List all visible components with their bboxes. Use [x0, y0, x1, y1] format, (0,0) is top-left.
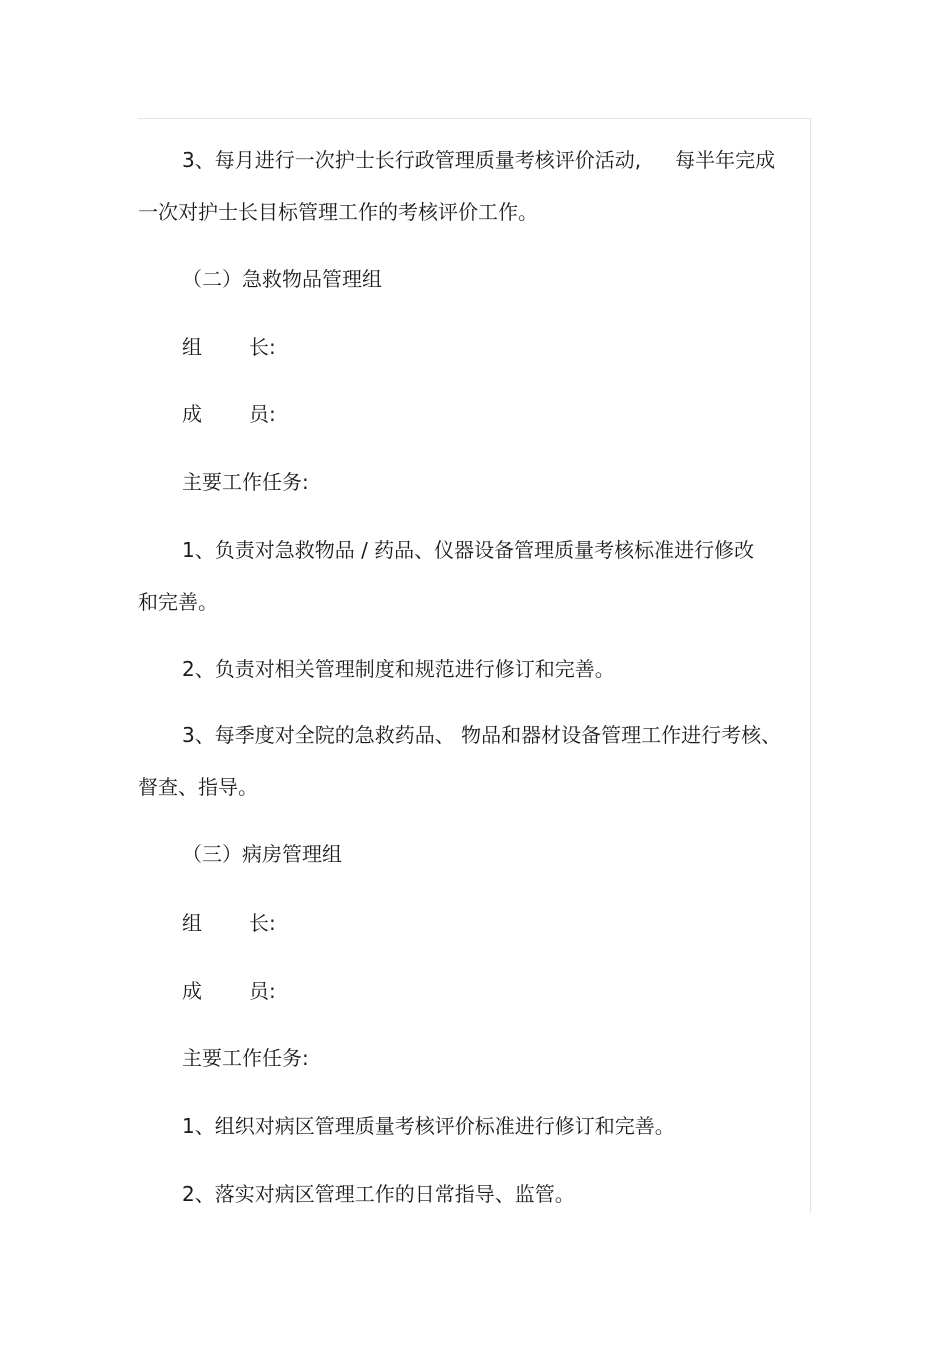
p1-line2: 一次对护士长目标管理工作的考核评价工作。	[138, 200, 538, 224]
section2-tasks-heading: 主要工作任务:	[182, 470, 309, 494]
section3-task1: 1、组织对病区管理质量考核评价标准进行修订和完善。	[182, 1114, 675, 1138]
page-frame-top-border	[138, 118, 810, 119]
section3-members-label-b: 员:	[249, 979, 276, 1003]
p1-line1-text-a: 3、每月进行一次护士长行政管理质量考核评价活动,	[182, 148, 642, 172]
section2-task3-line2: 督查、指导。	[138, 775, 258, 799]
section2-task3-line1: 3、每季度对全院的急救药品、 物品和器材设备管理工作进行考核、	[182, 723, 782, 747]
section3-leader-label-b: 长:	[249, 911, 276, 935]
section2-task1-line2: 和完善。	[138, 590, 218, 614]
p1-line1-text-b: 每半年完成	[675, 148, 776, 172]
section2-leader-label-b: 长:	[249, 335, 276, 359]
p1-line1	[182, 147, 775, 173]
section2-members-label-a: 成	[182, 402, 202, 426]
section3-members-label-a: 成	[182, 979, 202, 1003]
section3-members-row	[182, 978, 276, 1004]
section2-leader-row	[182, 334, 276, 360]
section3-title: （三）病房管理组	[182, 842, 342, 866]
section2-members-row	[182, 401, 276, 427]
section3-task2: 2、落实对病区管理工作的日常指导、监管。	[182, 1182, 575, 1206]
section2-leader-label-a: 组	[182, 335, 202, 359]
section3-tasks-heading: 主要工作任务:	[182, 1046, 309, 1070]
section2-task1-line1: 1、负责对急救物品 / 药品、仪器设备管理质量考核标准进行修改	[182, 538, 755, 562]
page-frame-right-border	[810, 118, 811, 1213]
section2-task2: 2、负责对相关管理制度和规范进行修订和完善。	[182, 657, 615, 681]
section2-title: （二）急救物品管理组	[182, 267, 382, 291]
section3-leader-label-a: 组	[182, 911, 202, 935]
section3-leader-row	[182, 910, 276, 936]
section2-members-label-b: 员:	[249, 402, 276, 426]
